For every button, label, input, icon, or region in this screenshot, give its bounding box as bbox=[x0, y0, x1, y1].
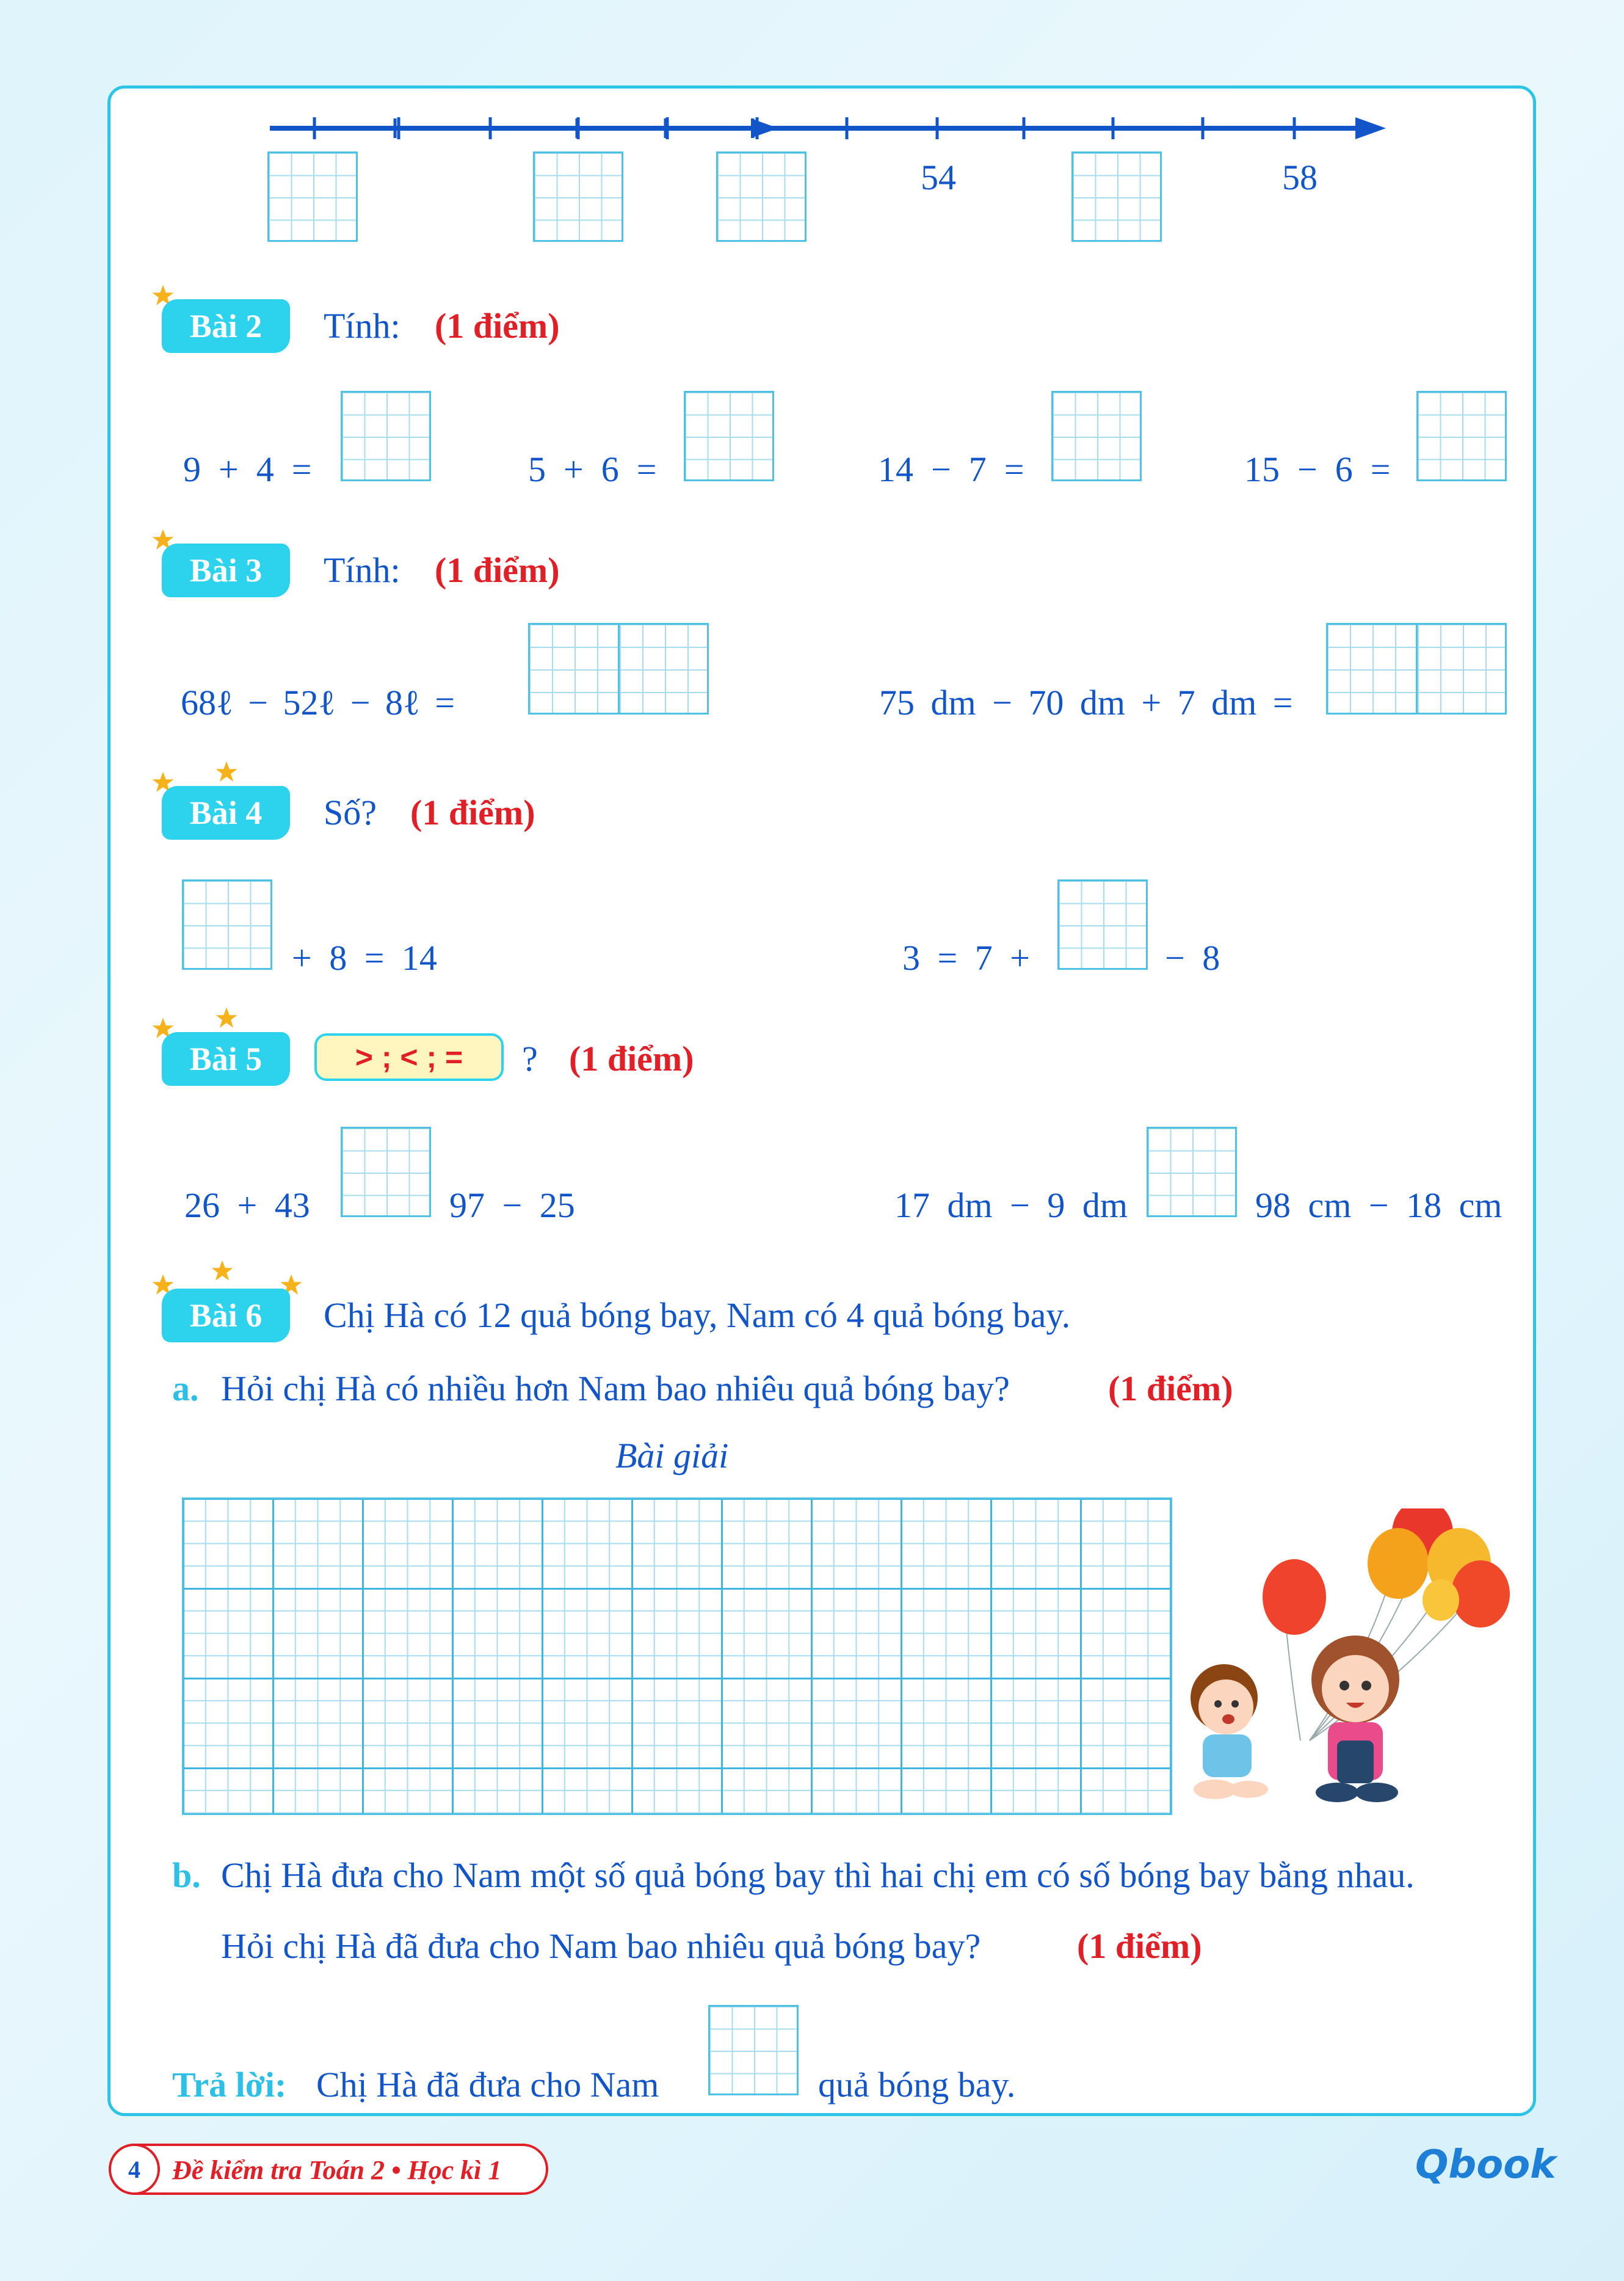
bai3-box1-divider bbox=[618, 623, 620, 715]
number-line-main bbox=[263, 110, 1392, 147]
bai4-instruction: Số? bbox=[324, 793, 377, 832]
bai2-answer-box-2[interactable] bbox=[684, 391, 774, 481]
bai3-badge: Bài 3 bbox=[162, 544, 290, 597]
bai4-expr-2-head: 3 = 7 + bbox=[902, 938, 1030, 978]
number-line-box-3[interactable] bbox=[716, 151, 807, 242]
number-line-box-2[interactable] bbox=[533, 151, 623, 242]
bai2-expr-1: 9 + 4 = bbox=[183, 449, 312, 489]
number-line-box-1[interactable] bbox=[267, 151, 358, 242]
bai5-answer-box-1[interactable] bbox=[341, 1127, 431, 1217]
bai3-box2-divider bbox=[1416, 623, 1418, 715]
footer-title-pill bbox=[109, 2144, 548, 2195]
bai3-points: (1 điểm) bbox=[435, 550, 560, 590]
bai2-expr-2: 5 + 6 = bbox=[528, 449, 657, 489]
bai6-statement: Chị Hà có 12 quả bóng bay, Nam có 4 quả bóng bay. bbox=[324, 1295, 1071, 1335]
bai4-badge: Bài 4 bbox=[162, 786, 290, 840]
bai2-points: (1 điểm) bbox=[435, 306, 560, 346]
bai6-b-line2: Hỏi chị Hà đã đưa cho Nam bao nhiêu quả bóng bay? bbox=[221, 1926, 981, 1966]
number-line-label-58: 58 bbox=[1282, 158, 1318, 197]
bai5-question-mark: ? bbox=[522, 1039, 538, 1079]
bai3-expr-1: 68ℓ − 52ℓ − 8ℓ = bbox=[181, 683, 455, 722]
bai5-left-2: 17 dm − 9 dm bbox=[894, 1185, 1128, 1225]
bai2-answer-box-1[interactable] bbox=[341, 391, 431, 481]
bai6-a-question: Hỏi chị Hà có nhiều hơn Nam bao nhiêu quả bóng bay? bbox=[221, 1369, 1010, 1408]
bai6-a-label: a. bbox=[172, 1369, 199, 1408]
bai6-answer-head: Chị Hà đã đưa cho Nam bbox=[316, 2065, 659, 2105]
footer-title: Đề kiểm tra Toán 2 • Học kì 1 bbox=[172, 2155, 502, 2185]
bai5-comparison-symbols: > ; < ; = bbox=[314, 1033, 504, 1081]
brand-logo: Qbook bbox=[1415, 2142, 1556, 2188]
bai6-a-points: (1 điểm) bbox=[1108, 1369, 1233, 1408]
bai5-right-2: 98 cm − 18 cm bbox=[1255, 1185, 1503, 1225]
bai6-answer-box[interactable] bbox=[708, 2005, 799, 2095]
bai3-expr-2: 75 dm − 70 dm + 7 dm = bbox=[879, 683, 1293, 722]
bai4-points: (1 điểm) bbox=[410, 793, 535, 832]
bai4-expr-1-tail: + 8 = 14 bbox=[292, 938, 437, 978]
bai5-right-1: 97 − 25 bbox=[449, 1185, 575, 1225]
star-icon bbox=[211, 1259, 234, 1282]
bai6-answer-label: Trả lời: bbox=[172, 2065, 287, 2105]
bai3-instruction: Tính: bbox=[324, 550, 401, 590]
bai5-left-1: 26 + 43 bbox=[184, 1185, 310, 1225]
bai4-expr-2-tail: − 8 bbox=[1165, 938, 1220, 978]
kids-balloons-illustration bbox=[1172, 1508, 1514, 1814]
bai6-answer-tail: quả bóng bay. bbox=[818, 2065, 1016, 2105]
bai6-b-label: b. bbox=[172, 1855, 201, 1895]
bai5-badge: Bài 5 bbox=[162, 1032, 290, 1086]
bai2-answer-box-4[interactable] bbox=[1416, 391, 1507, 481]
bai6-b-line1: Chị Hà đưa cho Nam một số quả bóng bay thì hai chị em có số bóng bay bằng nhau. bbox=[221, 1855, 1415, 1895]
bai2-answer-box-3[interactable] bbox=[1051, 391, 1142, 481]
bai2-expr-3: 14 − 7 = bbox=[878, 449, 1024, 489]
bai2-badge: Bài 2 bbox=[162, 299, 290, 353]
bai2-expr-4: 15 − 6 = bbox=[1244, 449, 1391, 489]
bai5-answer-box-2[interactable] bbox=[1147, 1127, 1237, 1217]
bai6-badge: Bài 6 bbox=[162, 1289, 290, 1342]
page-number: 4 bbox=[109, 2144, 160, 2195]
number-line-box-4[interactable] bbox=[1071, 151, 1162, 242]
bai4-answer-box-2[interactable] bbox=[1057, 879, 1148, 970]
star-icon bbox=[215, 1006, 238, 1030]
bai6-solution-heading: Bài giải bbox=[615, 1436, 729, 1475]
star-icon bbox=[215, 760, 238, 784]
bai2-instruction: Tính: bbox=[324, 306, 401, 346]
bai6-b-points: (1 điểm) bbox=[1077, 1926, 1202, 1966]
bai5-points: (1 điểm) bbox=[569, 1039, 694, 1079]
number-line-label-54: 54 bbox=[921, 158, 956, 197]
bai6-solution-grid[interactable] bbox=[182, 1497, 1172, 1815]
bai4-answer-box-1[interactable] bbox=[182, 879, 272, 970]
